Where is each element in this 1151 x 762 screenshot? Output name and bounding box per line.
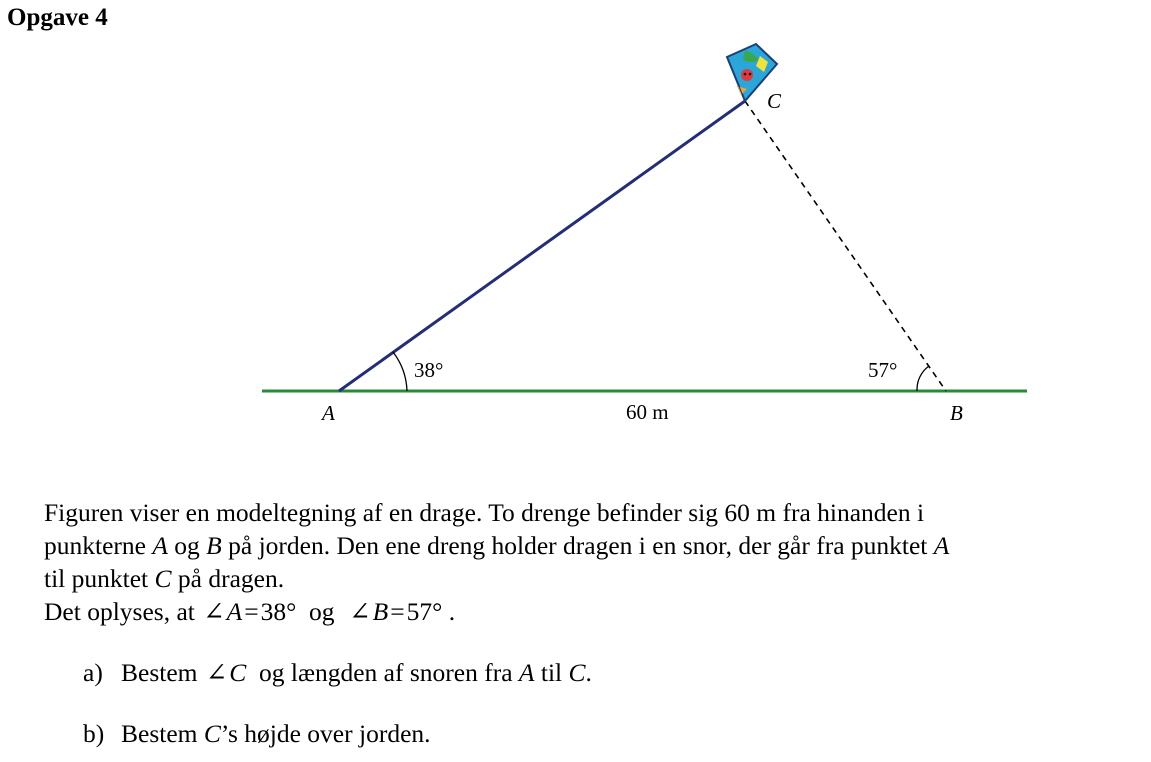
description-line-3: til punktet C på dragen. xyxy=(44,564,285,593)
angle-arc-a xyxy=(393,352,407,391)
exercise-heading: Opgave 4 xyxy=(7,4,108,31)
kite-string-ac xyxy=(339,101,745,391)
description-line-2: punkterne A og B på jorden. Den ene dreng holder dragen i en snor, der går fra punktet A xyxy=(44,531,950,560)
task-item-b: b) Bestem C’s højde over jorden. xyxy=(83,719,431,748)
description-line-4: Det oplyses, at ∠A=38° og ∠B=57° . xyxy=(44,597,456,626)
vertex-label-c: C xyxy=(767,89,782,113)
problem-description xyxy=(44,496,1124,628)
angle-label-a: 38° xyxy=(414,358,444,382)
vertex-label-b: B xyxy=(950,401,963,425)
vertex-label-a: A xyxy=(322,401,335,425)
angle-label-b: 57° xyxy=(868,358,898,382)
task-item-a: a) Bestem ∠C og længden af snoren fra A til C. xyxy=(83,658,592,687)
dashed-line-cb xyxy=(745,101,946,391)
angle-arc-b xyxy=(917,366,929,391)
description-line-1: Figuren viser en modeltegning af en drage. To drenge befinder sig 60 m fra hinanden i xyxy=(44,498,925,527)
base-length-label: 60 m xyxy=(626,400,669,424)
